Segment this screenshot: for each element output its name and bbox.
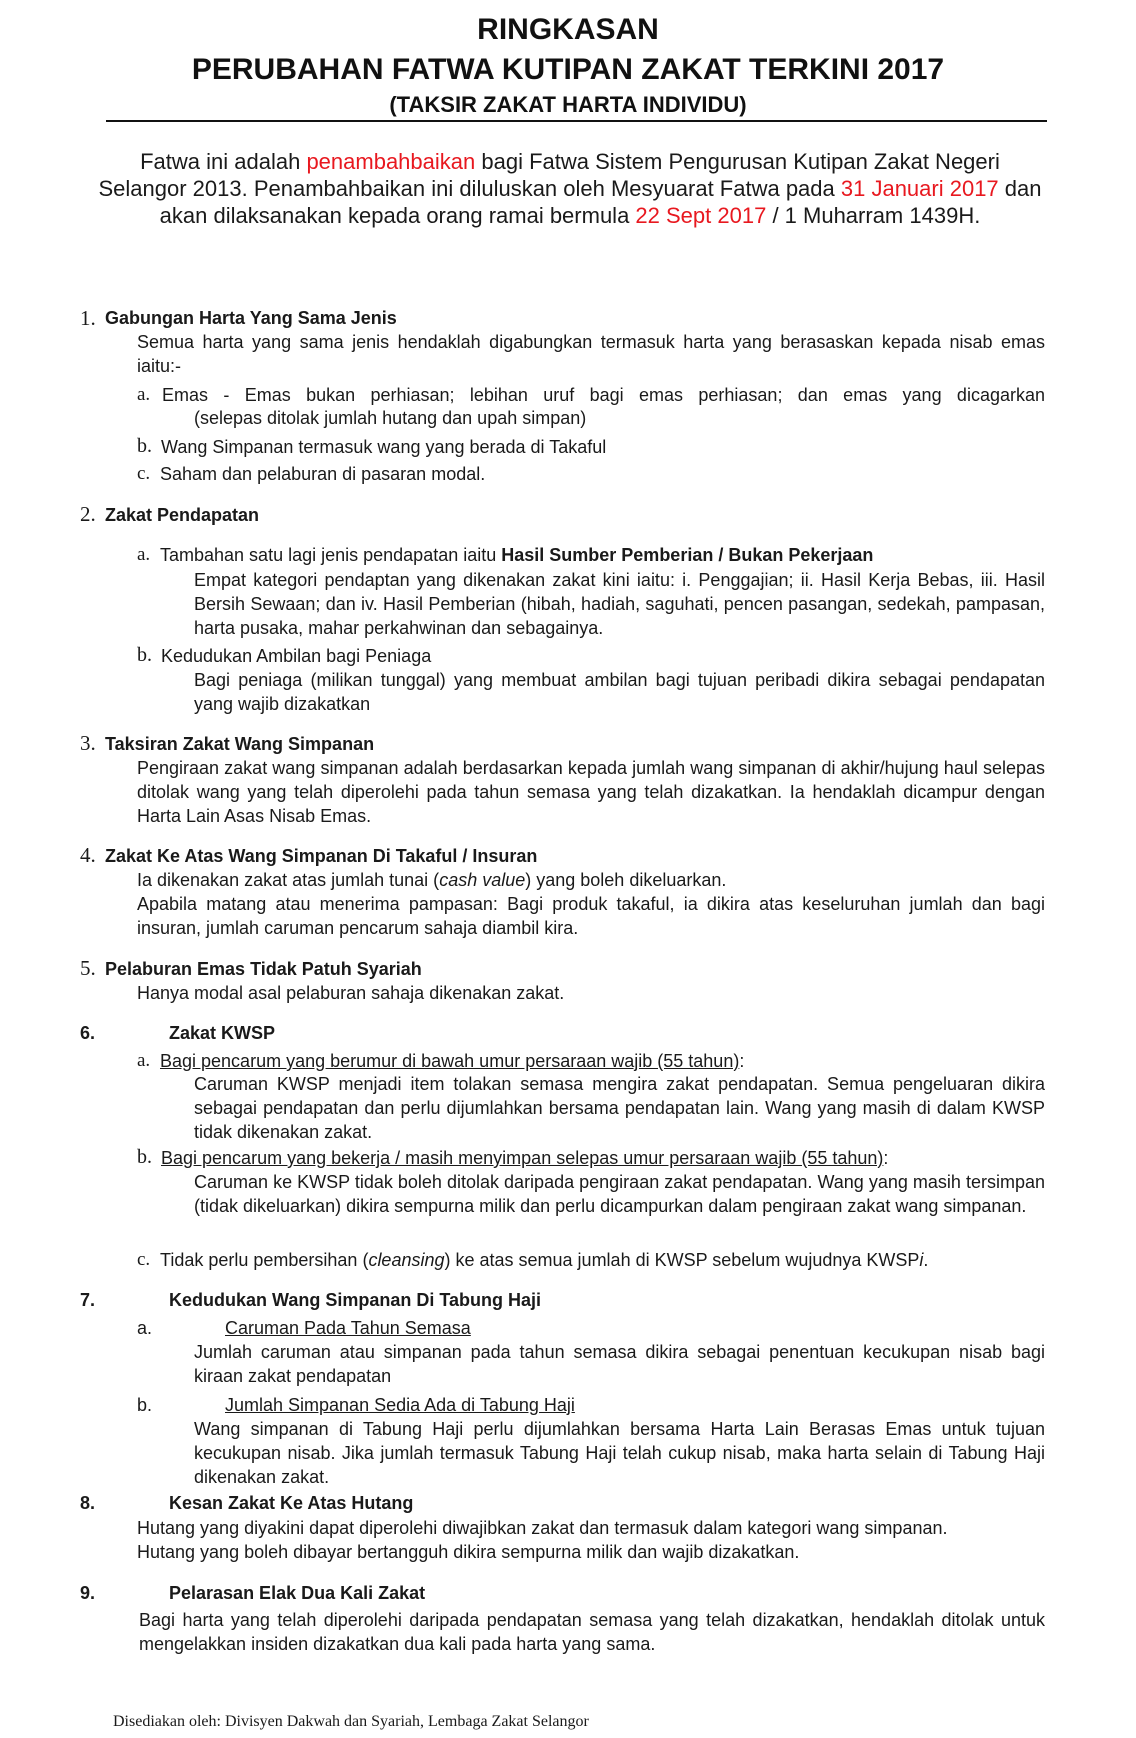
document-subheading: (TAKSIR ZAKAT HARTA INDIVIDU) <box>389 92 747 117</box>
body-text: ) yang boleh dikeluarkan. <box>525 870 727 890</box>
list-item-text <box>160 543 873 567</box>
list-item-body: Jumlah caruman atau simpanan pada tahun semasa dikira sebagai penentuan kecukupan nisab bagi kiraan zakat pendapatan <box>194 1342 1045 1386</box>
section-title: Pelarasan Elak Dua Kali Zakat <box>169 1583 426 1603</box>
list-item-text <box>161 1146 888 1170</box>
list-item-heading: Caruman Pada Tahun Semasa <box>225 1318 471 1338</box>
body-text: . <box>923 1250 929 1270</box>
section-title: Zakat Pendapatan <box>105 505 260 525</box>
list-item-text: Kedudukan Ambilan bagi Peniaga <box>161 646 432 666</box>
section-title: Gabungan Harta Yang Sama Jenis <box>105 308 397 328</box>
list-item-body: Caruman ke KWSP tidak boleh ditolak daripada pengiraan zakat pendapatan. Wang yang masih tersimpan (tidak dikeluarkan) dikira sempurna milik dan perlu dicampurkan dalam pengiraan zakat wang simpanan. <box>194 1172 1045 1216</box>
section-body: Apabila matang atau menerima pampasan: Bagi produk takaful, ia dikira atas keseluruhan jumlah dan bagi insuran, jumlah caruman pencarum sahaja diambil kira. <box>137 894 1045 938</box>
list-marker: b. <box>137 435 152 457</box>
intro-text: bagi Fatwa Sistem Pengurusan Kutipan Zakat Negeri Selangor 2013. Penambahbaikan ini diluluskan oleh Mesyuarat Fatwa pada <box>98 149 1000 201</box>
section-title: Zakat Ke Atas Wang Simpanan Di Takaful / Insuran <box>105 846 538 866</box>
section-number: 4. <box>80 843 96 867</box>
intro-text: dan akan dilaksanakan kepada orang ramai bermula <box>159 176 1042 228</box>
section-title: Taksiran Zakat Wang Simpanan <box>105 734 375 754</box>
intro-text: Fatwa ini adalah <box>140 149 307 174</box>
section-body: Bagi harta yang telah diperolehi daripada pendapatan semasa yang telah dizakatkan, hendaklah ditolak untuk mengelakkan insiden dizakatkan dua kali pada harta yang sama. <box>139 1610 1045 1654</box>
intro-highlight: penambahbaikan <box>306 149 476 174</box>
list-item-text: Emas - Emas bukan perhiasan; lebihan uruf bagi emas perhiasan; dan emas yang dicagarkan <box>162 385 1045 405</box>
footer-credit: Disediakan oleh: Divisyen Dakwah dan Syariah, Lembaga Zakat Selangor <box>113 1713 589 1730</box>
section-number: 8. <box>80 1493 96 1513</box>
section-number: 9. <box>80 1583 96 1603</box>
section-body: Hutang yang boleh dibayar bertangguh dikira sempurna milik dan wajib dizakatkan. <box>137 1542 800 1562</box>
intro-highlight-date: 31 Januari 2017 <box>840 176 999 201</box>
list-marker: b. <box>137 1395 153 1415</box>
section-number: 1. <box>80 306 96 330</box>
list-item-heading: Bagi pencarum yang berumur di bawah umur persaraan wajib (55 tahun) <box>160 1051 740 1071</box>
body-term: cleansing <box>368 1250 445 1270</box>
list-marker: c. <box>137 1249 151 1270</box>
body-term: i <box>919 1250 924 1270</box>
body-text: Ia dikenakan zakat atas jumlah tunai ( <box>137 870 440 890</box>
section-number: 2. <box>80 502 96 526</box>
list-marker: a. <box>137 384 151 405</box>
document-subtitle: PERUBAHAN FATWA KUTIPAN ZAKAT TERKINI 2017 <box>191 53 945 86</box>
intro-highlight-date: 22 Sept 2017 <box>635 203 767 228</box>
list-item-text: Wang Simpanan termasuk wang yang berada di Takaful <box>161 437 607 457</box>
section-title: Pelaburan Emas Tidak Patuh Syariah <box>105 959 422 979</box>
header-divider <box>106 120 1047 122</box>
list-item-text <box>160 1248 928 1272</box>
body-text: ) ke atas semua jumlah di KWSP sebelum wujudnya KWSP <box>444 1250 920 1270</box>
section-body: Hanya modal asal pelaburan sahaja dikenakan zakat. <box>137 983 565 1003</box>
section-number: 3. <box>80 731 96 755</box>
intro-paragraph <box>96 148 1044 229</box>
section-title: Kesan Zakat Ke Atas Hutang <box>169 1493 414 1513</box>
section-body: Semua harta yang sama jenis hendaklah digabungkan termasuk harta yang berasaskan kepada nisab emas iaitu:- <box>137 332 1045 376</box>
list-marker: a. <box>137 1318 153 1338</box>
list-item-colon: : <box>739 1051 745 1071</box>
list-marker: c. <box>137 463 151 484</box>
list-item-text: (selepas ditolak jumlah hutang dan upah simpan) <box>194 408 587 428</box>
list-item-heading: Bagi pencarum yang bekerja / masih menyimpan selepas umur persaraan wajib (55 tahun) <box>161 1148 884 1168</box>
section-title: Kedudukan Wang Simpanan Di Tabung Haji <box>169 1290 542 1310</box>
document-title: RINGKASAN <box>477 13 659 46</box>
list-item-colon: : <box>883 1148 889 1168</box>
list-item-body: Bagi peniaga (milikan tunggal) yang membuat ambilan bagi tujuan peribadi dikira sebagai pendapatan yang wajib dizakatkan <box>194 670 1045 714</box>
list-marker: a. <box>137 544 151 565</box>
list-marker: b. <box>137 1146 152 1168</box>
list-item-body: Caruman KWSP menjadi item tolakan semasa mengira zakat pendapatan. Semua pengeluaran dikira sebagai pendapatan dan perlu dijumlahkan bersama pendapatan lain. Wang yang masih di dalam KWSP tidak dikenakan zakat. <box>194 1074 1045 1142</box>
list-item-body: Wang simpanan di Tabung Haji perlu dijumlahkan bersama Harta Lain Berasas Emas untuk tujuan kecukupan nisab. Jika jumlah termasuk Tabung Haji telah cukup nisab, maka harta selain di Tabung Haji dikenakan zakat. <box>194 1419 1045 1487</box>
section-number: 6. <box>80 1023 96 1043</box>
section-number: 7. <box>80 1290 96 1310</box>
list-item-text <box>160 1049 744 1073</box>
section-body <box>137 868 726 892</box>
list-marker: b. <box>137 644 152 666</box>
body-text: Tidak perlu pembersihan ( <box>160 1250 369 1270</box>
body-term: cash value <box>439 870 526 890</box>
list-item-emphasis: Hasil Sumber Pemberian / Bukan Pekerjaan <box>501 545 874 565</box>
section-title: Zakat KWSP <box>169 1023 276 1043</box>
section-body: Hutang yang diyakini dapat diperolehi diwajibkan zakat dan termasuk dalam kategori wang simpanan. <box>137 1518 948 1538</box>
list-item-lead: Tambahan satu lagi jenis pendapatan iaitu <box>160 545 502 565</box>
list-item-heading: Jumlah Simpanan Sedia Ada di Tabung Haji <box>225 1395 575 1415</box>
list-marker: a. <box>137 1050 151 1071</box>
list-item-text: Saham dan pelaburan di pasaran modal. <box>160 464 486 484</box>
intro-text: / 1 Muharram 1439H. <box>766 203 981 228</box>
list-item-body: Empat kategori pendaptan yang dikenakan zakat kini iaitu: i. Penggajian; ii. Hasil Kerja Bebas, iii. Hasil Bersih Sewaan; dan iv. Hasil Pemberian (hibah, hadiah, saguhati, pencen pasangan, sedekah, pampasan, harta pusaka, mahar perkahwinan dan sebagainya. <box>194 570 1045 638</box>
section-body: Pengiraan zakat wang simpanan adalah berdasarkan kepada jumlah wang simpanan di akhir/hujung haul selepas ditolak wang yang telah diperolehi pada tahun semasa yang telah dizakatkan. Ia hendaklah dicampur dengan Harta Lain Asas Nisab Emas. <box>137 758 1045 826</box>
section-number: 5. <box>80 956 96 980</box>
